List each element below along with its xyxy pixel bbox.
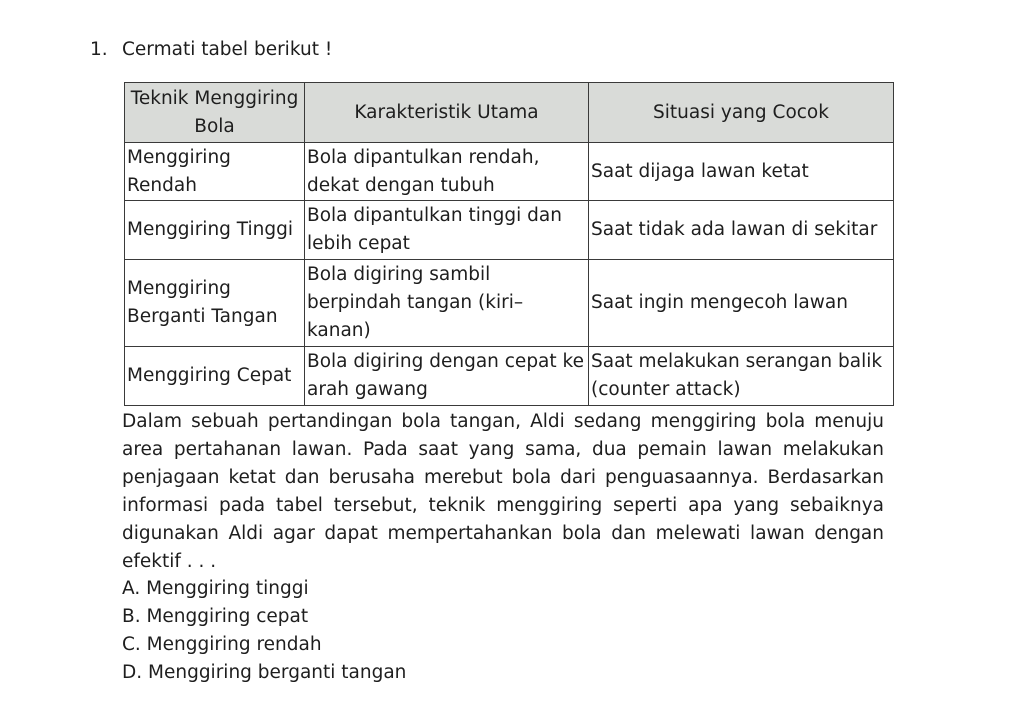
- header-situation: Situasi yang Cocok: [589, 83, 894, 143]
- option-b: B. Menggiring cepat: [122, 606, 309, 627]
- dribbling-technique-table: [124, 82, 894, 406]
- table-cell-characteristic: Bola dipantulkan tinggi dan lebih cepat: [305, 201, 589, 260]
- question-number: 1.: [90, 39, 108, 60]
- answer-options: [122, 575, 406, 687]
- table-row: [125, 201, 894, 260]
- table-cell-technique: Menggiring Berganti Tangan: [125, 260, 305, 347]
- table-cell-situation: Saat ingin mengecoh lawan: [589, 260, 894, 347]
- table-cell-characteristic: Bola digiring dengan cepat ke arah gawang: [305, 347, 589, 406]
- option-a: A. Menggiring tinggi: [122, 578, 309, 599]
- table-cell-technique: Menggiring Rendah: [125, 143, 305, 201]
- table-cell-situation: Saat melakukan serangan balik (counter attack): [589, 347, 894, 406]
- option-c: C. Menggiring rendah: [122, 634, 322, 655]
- table-header-row: [125, 83, 894, 143]
- table-row: [125, 260, 894, 347]
- question-paragraph: Dalam sebuah pertandingan bola tangan, Aldi sedang menggiring bola menuju area pertahanan lawan. Pada saat yang sama, dua pemain lawan melakukan penjagaan ketat dan berusaha merebut bola dari penguasaannya. Berdasarkan informasi pada tabel tersebut, teknik menggiring seperti apa yang sebaiknya digunakan Aldi agar dapat mempertahankan bola dan melewati lawan dengan efektif . . .: [122, 411, 884, 572]
- table-cell-technique: Menggiring Tinggi: [125, 201, 305, 260]
- header-technique: Teknik Menggiring Bola: [125, 83, 305, 143]
- table-cell-characteristic: Bola digiring sambil berpindah tangan (kiri–kanan): [305, 260, 589, 347]
- option-d: D. Menggiring berganti tangan: [122, 662, 407, 683]
- table-cell-characteristic: Bola dipantulkan rendah, dekat dengan tubuh: [305, 143, 589, 201]
- table-cell-situation: Saat tidak ada lawan di sekitar: [589, 201, 894, 260]
- question-intro: Cermati tabel berikut !: [122, 39, 333, 60]
- table-row: [125, 143, 894, 201]
- table-cell-technique: Menggiring Cepat: [125, 347, 305, 406]
- question-header: [90, 38, 332, 62]
- table-row: [125, 347, 894, 406]
- header-characteristic: Karakteristik Utama: [305, 83, 589, 143]
- table-cell-situation: Saat dijaga lawan ketat: [589, 143, 894, 201]
